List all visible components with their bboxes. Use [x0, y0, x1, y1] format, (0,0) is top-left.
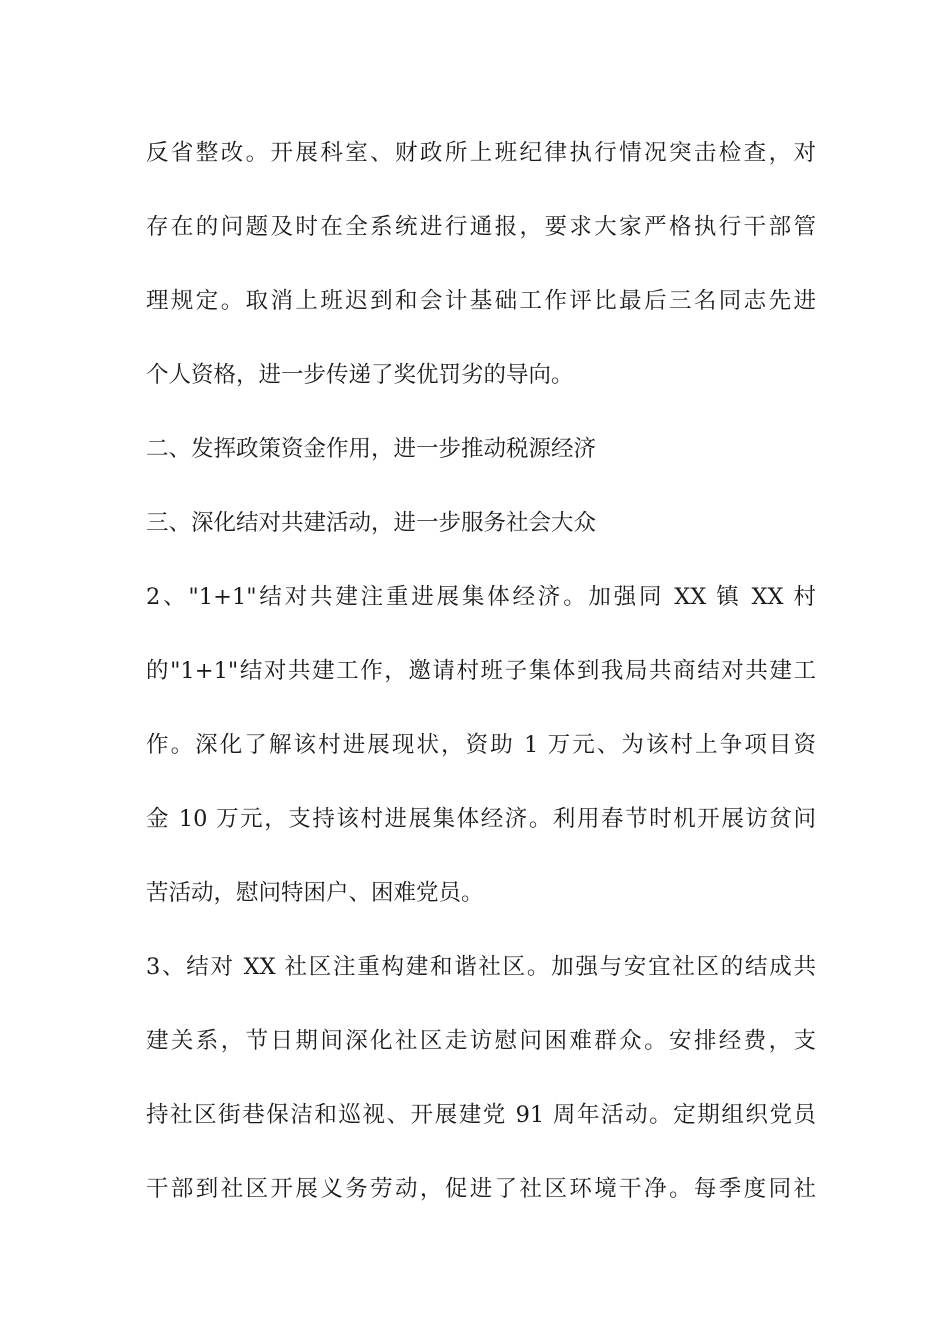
text-line-7: 2、"1+1"结对共建注重进展集体经济。加强同 XX 镇 XX 村: [146, 584, 816, 610]
text-line-11: 苦活动，慰问特困户、困难党员。: [146, 880, 484, 906]
text-line-9: 作。深化了解该村进展现状，资助 1 万元、为该村上争项目资: [146, 732, 816, 758]
text-line-1: 反省整改。开展科室、财政所上班纪律执行情况突击检查，对: [146, 140, 816, 166]
section-heading-2: 二、发挥政策资金作用，进一步推动税源经济: [146, 436, 597, 462]
text-line-8: 的"1+1"结对共建工作，邀请村班子集体到我局共商结对共建工: [146, 658, 816, 684]
text-line-12: 3、结对 XX 社区注重构建和谐社区。加强与安宜社区的结成共: [146, 954, 816, 980]
text-line-14: 持社区街巷保洁和巡视、开展建党 91 周年活动。定期组织党员: [146, 1102, 816, 1128]
section-heading-3: 三、深化结对共建活动，进一步服务社会大众: [146, 510, 597, 536]
text-line-2: 存在的问题及时在全系统进行通报，要求大家严格执行干部管: [146, 214, 816, 240]
text-line-4: 个人资格，进一步传递了奖优罚劣的导向。: [146, 362, 574, 388]
text-line-3: 理规定。取消上班迟到和会计基础工作评比最后三名同志先进: [146, 288, 816, 314]
text-line-10: 金 10 万元，支持该村进展集体经济。利用春节时机开展访贫问: [146, 806, 816, 832]
text-line-15: 干部到社区开展义务劳动，促进了社区环境干净。每季度同社: [146, 1176, 816, 1202]
text-line-13: 建关系，节日期间深化社区走访慰问困难群众。安排经费，支: [146, 1028, 816, 1054]
